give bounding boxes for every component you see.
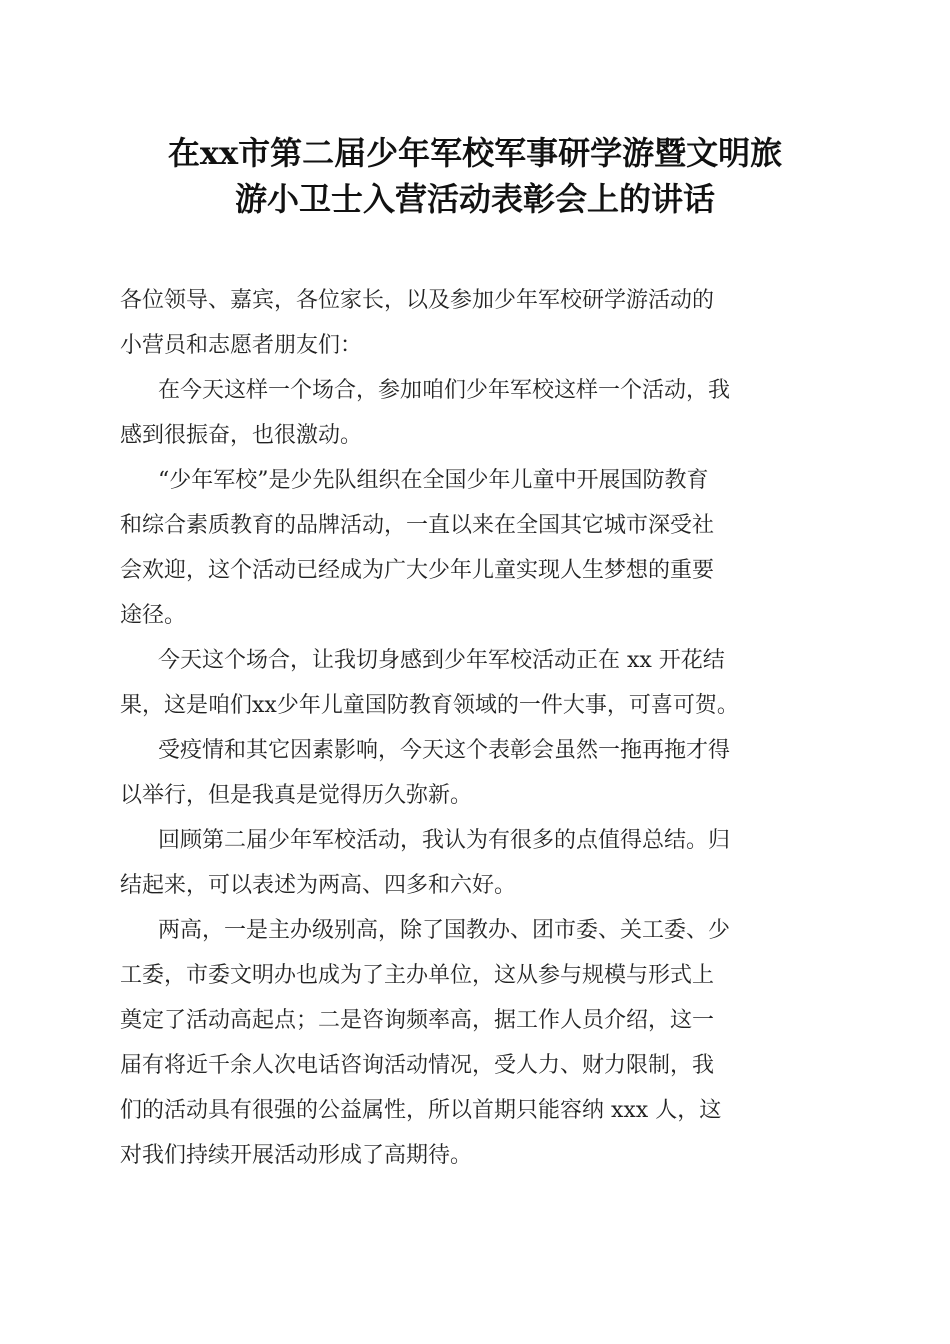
paragraph bbox=[120, 818, 830, 908]
title-line-2: 游小卫士入营活动表彰会上的讲话 bbox=[234, 180, 715, 218]
text-line: 和综合素质教育的品牌活动，一直以来在全国其它城市深受社 bbox=[120, 513, 715, 538]
text-line: 在今天这样一个场合，参加咱们少年军校这样一个活动，我 bbox=[158, 378, 731, 403]
salutation-paragraph bbox=[120, 278, 830, 368]
text-line: 以举行，但是我真是觉得历久弥新。 bbox=[120, 783, 473, 808]
text-line: 各位领导、嘉宾，各位家长，以及参加少年军校研学游活动的 bbox=[120, 288, 715, 313]
text-line: 感到很振奋，也很激动。 bbox=[120, 423, 363, 448]
document-title bbox=[110, 130, 840, 222]
text-line: 受疫情和其它因素影响，今天这个表彰会虽然一拖再拖才得 bbox=[158, 738, 731, 763]
text-line: 会欢迎，这个活动已经成为广大少年儿童实现人生梦想的重要 bbox=[120, 558, 715, 583]
text-line: 小营员和志愿者朋友们： bbox=[120, 333, 363, 358]
paragraph bbox=[120, 368, 830, 458]
title-line-1: 在xx市第二届少年军校军事研学游暨文明旅 bbox=[167, 134, 783, 172]
paragraph bbox=[120, 458, 830, 638]
document-body bbox=[120, 278, 830, 1178]
text-line: “少年军校”是少先队组织在全国少年儿童中开展国防教育 bbox=[158, 468, 709, 493]
text-line: 今天这个场合，让我切身感到少年军校活动正在 xx 开花结 bbox=[158, 648, 725, 673]
text-line: 奠定了活动高起点；二是咨询频率高，据工作人员介绍，这一 bbox=[120, 1008, 715, 1033]
text-line: 两高，一是主办级别高，除了国教办、团市委、关工委、少 bbox=[158, 918, 731, 943]
text-line: 对我们持续开展活动形成了高期待。 bbox=[120, 1143, 473, 1168]
text-line: 工委，市委文明办也成为了主办单位，这从参与规模与形式上 bbox=[120, 963, 715, 988]
text-line: 届有将近千余人次电话咨询活动情况，受人力、财力限制，我 bbox=[120, 1053, 715, 1078]
paragraph bbox=[120, 638, 830, 728]
paragraph bbox=[120, 728, 830, 818]
text-line: 结起来，可以表述为两高、四多和六好。 bbox=[120, 873, 517, 898]
text-line: 途径。 bbox=[120, 603, 187, 628]
text-line: 回顾第二届少年军校活动，我认为有很多的点值得总结。归 bbox=[158, 828, 731, 853]
paragraph bbox=[120, 908, 830, 1178]
text-line: 们的活动具有很强的公益属性，所以首期只能容纳 xxx 人，这 bbox=[120, 1098, 722, 1123]
text-line: 果，这是咱们xx少年儿童国防教育领域的一件大事，可喜可贺。 bbox=[120, 693, 739, 718]
